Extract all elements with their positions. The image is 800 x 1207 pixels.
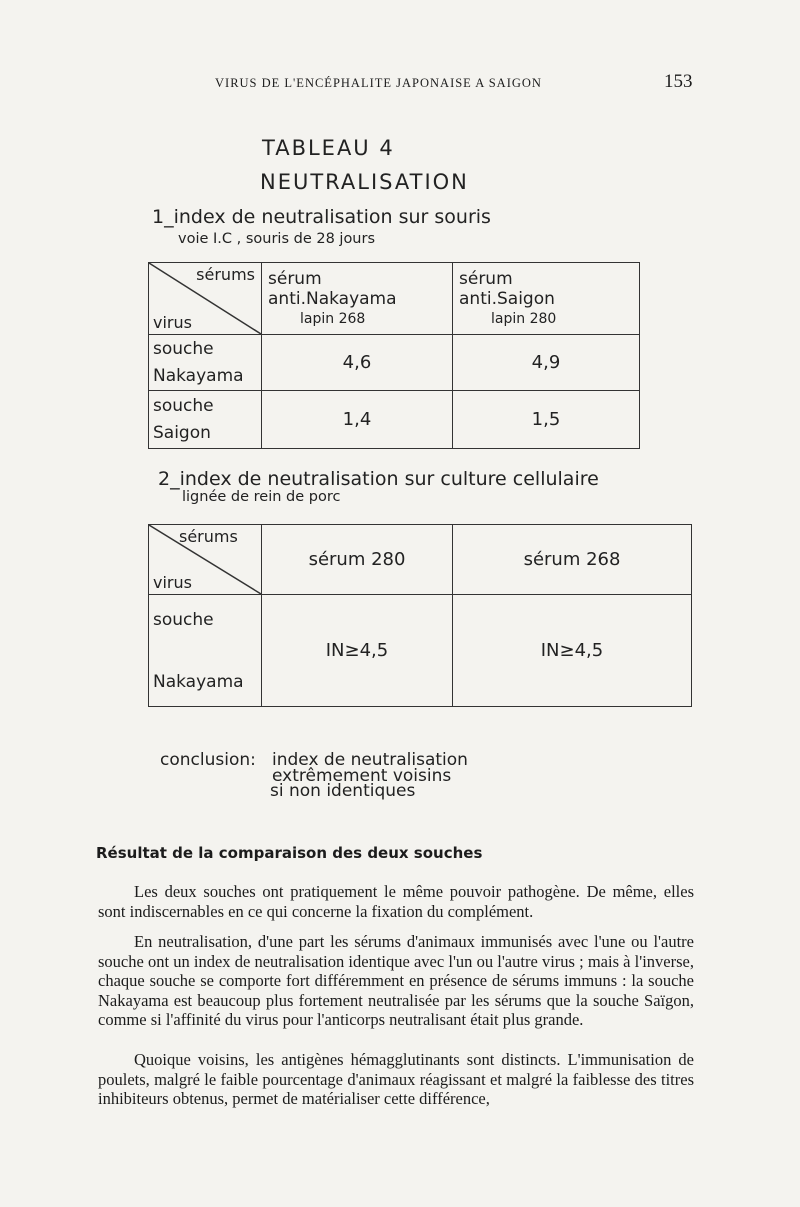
column-header: sérum 268 xyxy=(453,525,692,595)
corner-cell xyxy=(149,263,262,335)
row-label xyxy=(149,595,262,707)
section1-title: 1_index de neutralisation sur souris xyxy=(152,206,491,228)
table-row xyxy=(149,595,692,707)
paragraph: En neutralisation, d'une part les sérums d'animaux immunisés avec l'une ou l'autre souche ont un index de neutralisation identique avec l'un ou l'autre virus ; mais à l'inverse, chaque souche se comporte fort différemment en présence de sérums immuns : la souche Nakayama est beaucoup plus fortement neutralisée par les sérums que la souche Saïgon, comme si l'affinité du virus pour l'anticorps neutralisant était plus grande. xyxy=(98,932,694,1029)
table-subtitle: NEUTRALISATION xyxy=(260,170,469,194)
table-cell: IN≥4,5 xyxy=(262,595,453,707)
row-label-line1: souche xyxy=(153,395,214,416)
paragraph: Quoique voisins, les antigènes hémagglutinants sont distincts. L'immunisation de poulets, malgré le faible pourcentage d'animaux réagissant et malgré la faiblesse des titres inhibiteurs obtenus, permet de matérialiser cette différence, xyxy=(98,1050,694,1108)
corner-label-virus: virus xyxy=(153,573,192,592)
row-label xyxy=(149,335,262,391)
table-cell: 4,6 xyxy=(262,335,453,391)
page-number: 153 xyxy=(664,71,693,92)
column-header: sérum 280 xyxy=(262,525,453,595)
table-cell: 1,5 xyxy=(453,391,640,449)
running-title: VIRUS DE L'ENCÉPHALITE JAPONAISE A SAIGON xyxy=(215,76,542,90)
conclusion-label: conclusion: xyxy=(160,750,256,770)
conclusion-line3: si non identiques xyxy=(270,781,416,801)
column-header-line3: lapin 268 xyxy=(300,310,366,327)
section-heading: Résultat de la comparaison des deux souches xyxy=(96,844,483,862)
section2-title: 2_index de neutralisation sur culture cellulaire xyxy=(158,468,599,490)
table-row xyxy=(149,335,640,391)
corner-cell xyxy=(149,525,262,595)
row-label-line1: souche xyxy=(153,338,214,359)
conclusion-line2: extrêmement voisins xyxy=(272,766,452,786)
row-label-line2: Nakayama xyxy=(153,365,244,386)
table-culture xyxy=(148,524,692,707)
corner-label-virus: virus xyxy=(153,313,192,332)
section2-subtitle: lignée de rein de porc xyxy=(182,489,341,505)
column-header-line2: anti.Nakayama xyxy=(268,288,397,309)
table-row xyxy=(149,391,640,449)
column-header-line2: anti.Saigon xyxy=(459,288,555,309)
conclusion-line1: index de neutralisation xyxy=(272,750,468,770)
column-header xyxy=(262,263,453,335)
corner-label-serums: sérums xyxy=(179,527,238,546)
corner-label-serums: sérums xyxy=(196,265,255,284)
column-header-line3: lapin 280 xyxy=(491,310,557,327)
section1-subtitle: voie I.C , souris de 28 jours xyxy=(178,231,376,247)
row-label-line2: Nakayama xyxy=(153,671,244,692)
row-label-line2: Saigon xyxy=(153,422,211,443)
table-cell: 1,4 xyxy=(262,391,453,449)
table-souris xyxy=(148,262,640,449)
table-cell: 4,9 xyxy=(453,335,640,391)
column-header xyxy=(453,263,640,335)
row-label-line1: souche xyxy=(153,609,214,630)
column-header-line1: sérum xyxy=(459,268,513,289)
row-label xyxy=(149,391,262,449)
table-title: TABLEAU 4 xyxy=(262,136,395,160)
column-header-line1: sérum xyxy=(268,268,322,289)
paragraph: Les deux souches ont pratiquement le même pouvoir pathogène. De même, elles sont indiscernables en ce qui concerne la fixation du complément. xyxy=(98,882,694,921)
table-cell: IN≥4,5 xyxy=(453,595,692,707)
